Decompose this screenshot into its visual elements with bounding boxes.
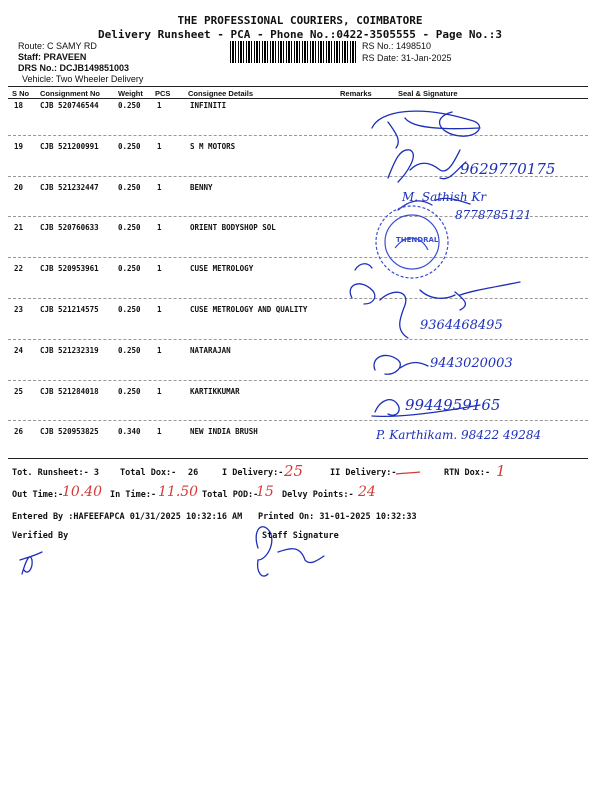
cell-sno: 26 [14,427,24,437]
in-time-value: 11.50 [158,484,199,500]
printed-on: Printed On: 31-01-2025 10:32:33 [258,512,417,522]
verified-by-label: Verified By [12,531,69,541]
vehicle-label: Vehicle: Two Wheeler Delivery [22,74,144,84]
col-consignment: Consignment No [40,89,100,98]
col-pcs: PCS [155,89,171,98]
cell-weight: 0.250 [118,345,141,355]
col-weight: Weight [118,89,143,98]
total-pod-label: Total POD:- [202,490,259,500]
cell-consignee: KARTIKKUMAR [190,386,240,396]
handwritten-phone-4: 9443020003 [430,356,513,371]
total-dox-label: Total Dox:- [120,468,177,478]
cell-weight: 0.250 [118,182,141,192]
cell-weight: 0.250 [118,101,141,110]
cell-consignee: INFINITI [190,101,227,110]
out-time-label: Out Time:- [12,490,64,500]
cell-consignee: S M MOTORS [190,141,236,151]
cell-sno: 24 [14,345,24,355]
delvy-points-value: 24 [358,484,376,500]
ii-delivery-label: II Delivery:- [330,468,397,478]
rs-date: RS Date: 31-Jan-2025 [362,53,452,63]
cell-consignee: NEW INDIA BRUSH [190,427,258,437]
rs-number: RS No.: 1498510 [362,41,432,51]
cell-sno: 19 [14,141,24,151]
cell-sno: 23 [14,305,24,314]
footer-rule [8,458,588,459]
cell-consignment: CJB 520760633 [40,223,99,233]
cell-weight: 0.250 [118,264,141,274]
cell-consignment: CJB 521214575 [40,305,99,314]
cell-consignment: CJB 521232319 [40,345,99,355]
delvy-points-label: Delvy Points:- [282,490,354,500]
cell-pcs: 1 [157,264,162,274]
cell-weight: 0.250 [118,305,141,314]
handwritten-name-1: M. Sathish Kr [402,190,487,204]
cell-sno: 20 [14,182,24,192]
entered-by: Entered By :HAFEEFAPCA 01/31/2025 10:32:16 AM [12,512,243,522]
cell-consignment: CJB 520953961 [40,264,99,274]
cell-consignment: CJB 520746544 [40,101,99,110]
signature-row-24 [374,355,428,374]
cell-pcs: 1 [157,345,162,355]
cell-consignee: BENNY [190,182,213,192]
out-time-value: 10.40 [62,484,103,500]
tot-runsheet: Tot. Runsheet:- 3 [12,468,99,478]
signature-row-22 [355,264,372,270]
col-remarks: Remarks [340,89,372,98]
cell-pcs: 1 [157,101,162,110]
cell-weight: 0.250 [118,223,141,233]
route-label: Route: C SAMY RD [18,41,97,51]
cell-pcs: 1 [157,141,162,151]
signature-row-19 [388,150,466,182]
runsheet-subtitle: Delivery Runsheet - PCA - Phone No.:0422-3505555 - Page No.:3 [98,28,502,41]
cell-sno: 21 [14,223,24,233]
col-consignee: Consignee Details [188,89,254,98]
rtn-dox-label: RTN Dox:- [444,468,491,478]
cell-consignment: CJB 520953825 [40,427,99,437]
total-dox-value: 26 [188,468,199,478]
cell-consignee: ORIENT BODYSHOP SOL [190,223,276,233]
handwritten-name-2: P. Karthikam. 98422 49284 [376,428,542,442]
handwritten-phone-2: 8778785121 [455,208,532,222]
cell-weight: 0.250 [118,386,141,396]
rtn-dox-value: 1 [496,462,506,480]
i-delivery-label: I Delivery:- [222,468,284,478]
cell-consignment: CJB 521200991 [40,141,99,151]
in-time-label: In Time:- [110,490,157,500]
cell-sno: 18 [14,101,24,110]
handwritten-phone-3: 9364468495 [420,318,503,333]
cell-consignee: CUSE METROLOGY [190,264,254,274]
i-delivery-value: 25 [284,462,304,480]
verified-by-signature [20,552,42,574]
cell-sno: 25 [14,386,24,396]
staff-label: Staff: PRAVEEN [18,52,87,62]
cell-consignment: CJB 521284018 [40,386,99,396]
cell-sno: 22 [14,264,24,274]
drs-number: DRS No.: DCJB149851003 [18,63,130,73]
company-title: THE PROFESSIONAL COURIERS, COIMBATORE [177,14,423,27]
cell-pcs: 1 [157,182,162,192]
total-pod-value: 15 [256,484,274,500]
staff-signature-label: Staff Signature [262,531,339,541]
cell-pcs: 1 [157,305,162,314]
stamp-text: THENDRAL [396,236,439,244]
cell-consignment: CJB 521232447 [40,182,99,192]
handwritten-phone-5: 9944959165 [405,396,501,414]
cell-consignee: CUSE METROLOGY AND QUALITY [190,305,308,314]
cell-weight: 0.250 [118,141,141,151]
col-seal-signature: Seal & Signature [398,89,458,98]
cell-pcs: 1 [157,223,162,233]
handwritten-phone-1: 9629770175 [460,160,556,178]
cell-consignee: NATARAJAN [190,345,231,355]
ii-delivery-dash [396,472,420,474]
signature-row-18 [372,111,480,148]
col-sno: S No [12,89,30,98]
cell-pcs: 1 [157,427,162,437]
cell-pcs: 1 [157,386,162,396]
cell-weight: 0.340 [118,427,141,437]
